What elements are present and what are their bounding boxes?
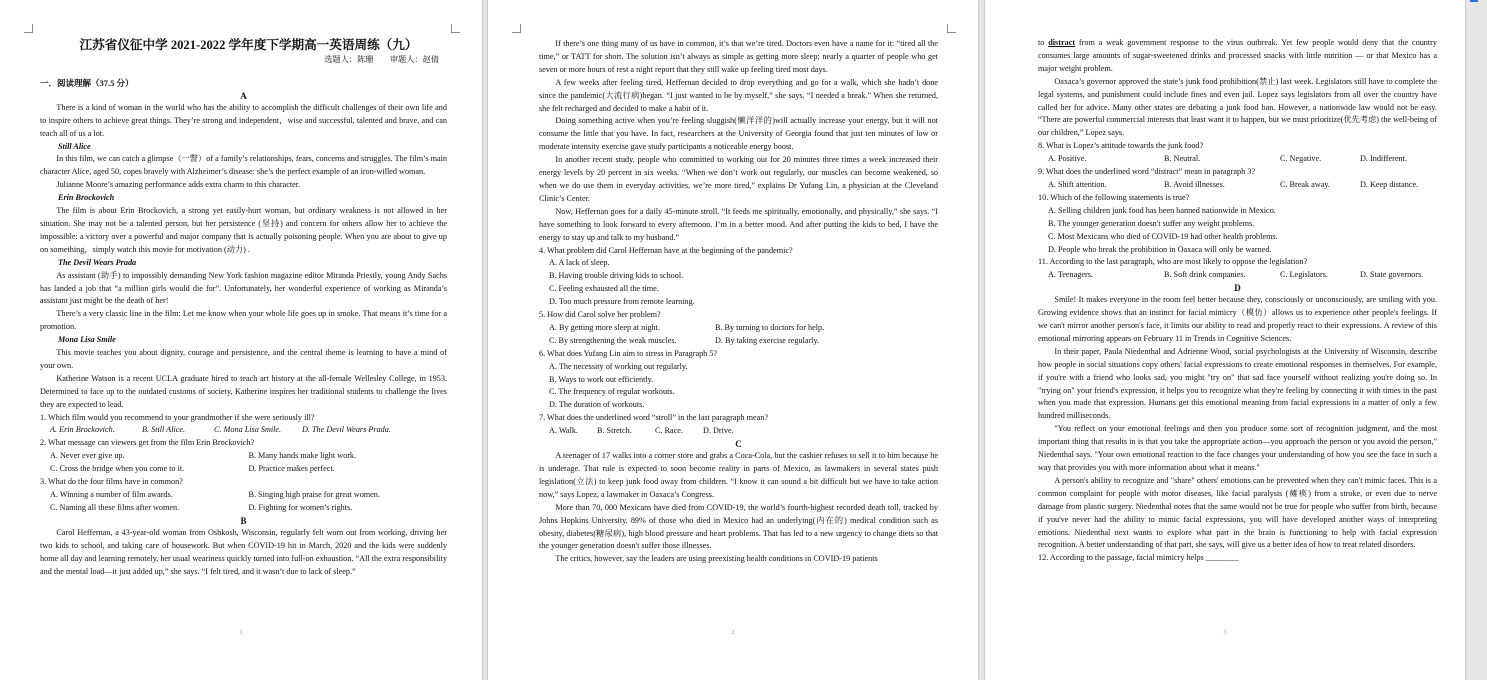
option: B. Soft drink companies.: [1164, 270, 1246, 280]
film-title: Mona Lisa Smile: [58, 335, 116, 345]
paragraph: Now, Heffernan goes for a daily 45-minute stroll. “It feeds me spiritually, emotionally, and physically,” she says. “I have something to look forward to every afternoon. I’m in a better mood. And after putting the kids to bed, I have the energy to stay up and talk to my husband.”: [539, 206, 938, 242]
page-number: 3: [1223, 630, 1227, 636]
paragraph: A teenager of 17 walks into a corner store and grabs a Coca-Cola, but the cashier refuses to sell it to him because he is underage. That rule is expected to soon become reality in parts of Mexico, as lawmakers in several states push legislation(立法) to keep junk food away from children. “I know it can sound a bit difficult but we have to take action now,” says Lopez, a lawmaker in Oaxaca’s Congress.: [539, 451, 938, 499]
part-b-heading: B: [240, 515, 247, 526]
paragraph: Carol Heffernan, a 43-year-old woman from Oshkosh, Wisconsin, regularly felt worn out from working, driving her two kids to school, and taking care of housework. But when COVID-19 hit in March, 2020 and the kids were suddenly home all day and learning remotely, her usual weariness quickly turned into full-on exhaustion. “All the extra responsibility and the mental load—it just added up,” she says. “I felt tired, and it wasn’t due to lack of sleep.”: [40, 527, 447, 576]
option: C. The frequency of regular workouts.: [549, 387, 675, 397]
film-title: Erin Brockovich: [58, 193, 115, 203]
document-page-3: [985, 0, 1465, 680]
paragraph: A person's ability to recognize and "share" others' emotions can be prevented when they can't mimic faces. This is a common complaint for people with motor diseases, like facial paralysis (瘫痪) from a stroke, or even due to nerve damage from plastic surgery. Niedenthal notes that the same would not be true for people who suffer from birth, because if you've never had the ability to mimic facial expressions, you will have developed another ways of interpreting emotions. Niedenthal next wants to explore what part in the brain is functioning to help with facial expression recognition. A better understanding of that part, she says, will give us a better idea of how to treat related disorders.: [1038, 475, 1437, 550]
option: B. Ways to work out efficiently.: [549, 374, 654, 384]
section-heading: 一．阅读理解（37.5 分）: [40, 77, 134, 88]
underlined-word: distract: [1048, 38, 1076, 47]
page-number: 1: [239, 630, 243, 636]
option: C. By strengthening the weak muscles.: [549, 335, 677, 345]
margin-corner-mark: [512, 24, 521, 33]
option: C. Feeling exhausted all the time.: [549, 284, 659, 294]
option: B. Avoid illnesses.: [1164, 179, 1225, 189]
option: B. The younger generation doesn't suffer any weight problems.: [1048, 218, 1255, 228]
paragraph: There’s a very classic line in the film: Let me know when your whole life goes up in smoke. That means it’s time for a promotion.: [40, 309, 447, 332]
option: C. Negative.: [1280, 154, 1322, 164]
option: C. Naming all these films after women.: [50, 502, 180, 512]
option: A. Erin Brockovich.: [50, 425, 115, 435]
paragraph-continuation: from a weak government response to the virus outbreak. Yet few people would deny that the country consumes large amounts of sugar-sweetened drinks and processed snacks with little nutrition — or that Mexico has a major weight problem.: [1038, 38, 1437, 73]
question: 7. What does the underlined word “stroll” in the last paragraph mean?: [539, 413, 769, 423]
question: 11. According to the last paragraph, who are most likely to oppose the legislation?: [1038, 257, 1308, 267]
film-title: Still Alice: [58, 141, 91, 151]
option: A. Selling children junk food has been banned nationwide in Mexico.: [1048, 205, 1276, 215]
option: B. By turning to doctors for help.: [715, 322, 825, 332]
paragraph: In another recent study, people who committed to working out for 20 minutes three times a week increased their energy levels by 20 percent in six weeks. “When we don’t work out regularly, our muscles can become weakened, so when we do use them in everyday activities, we’re more tired,” explains Dr Yufang Lin, a physician at the Cleveland Clinic’s Center.: [539, 155, 938, 203]
option: C. Race.: [655, 426, 683, 436]
paragraph: If there’s one thing many of us have in common, it’s that we’re tired. Doctors even have a name for it: “tired all the time,” or TATT for short. The solution isn’t always as simple as getting more sleep; nearly a quarter of people who get seven or more hours of rest a night report that they still wake up feeling tired most days.: [539, 39, 938, 74]
option: A. Shift attention.: [1048, 179, 1107, 189]
option: B. Neutral.: [1164, 154, 1201, 164]
margin-corner-mark: [24, 24, 33, 33]
option: D. State governors.: [1360, 270, 1424, 280]
option: B. Having trouble driving kids to school.: [549, 271, 684, 281]
paragraph: Oaxaca’s governor approved the state’s junk food prohibition(禁止) last week. Legislators still have to complete the legal systems, and punishment could include fines and even jail. Lopez says legislators from all over the country have called her for advice. Many other states are debating a junk food ban. However, a nationwide law would not be easy. “There are powerful commercial interests that least want it to happen, but we must prioritize(优先考虑) the well-being of our children,” Lopez says.: [1038, 76, 1437, 138]
answer-options: [1038, 269, 1437, 282]
option: B. Many hands make light work.: [248, 451, 357, 461]
question: 9. What does the underlined word “distract” mean in paragraph 3?: [1038, 167, 1255, 177]
option: D. By taking exercise regularly.: [715, 335, 820, 345]
paragraph: As assistant (助手) to impossibly demanding New York fashion magazine editor Miranda Priestly, young Andy Sachs has landed a job that “a million girls would die for”. Unfortunately, her wonderful experience of working as Miranda’s assistant just might be the death of her!: [40, 270, 447, 306]
paragraph: A few weeks after feeling tired, Heffernan decided to drop everything and go for a walk, which she hadn’t done since the pandemic(大流行病)began. “I just wanted to be by myself,” she says. “I needed a break.” When she returned, she felt recharged and decided to make a habit of it.: [539, 77, 938, 113]
option: C. Most Mexicans who died of COVID-19 had other health problems.: [1048, 231, 1278, 241]
page-title: 江苏省仪征中学 2021-2022 学年度下学期高一英语周练（九）: [79, 38, 418, 52]
question: 2. What message can viewers get from the film Erin Brockovich?: [40, 438, 255, 448]
answer-options: [539, 335, 938, 348]
option: D. Keep distance.: [1360, 179, 1419, 189]
option: D. Drive.: [703, 426, 734, 436]
answer-options: [40, 502, 447, 515]
question: 1. Which film would you recommend to your grandmother if she were seriously ill?: [40, 412, 315, 422]
option: C. Cross the bridge when you come to it.: [50, 464, 185, 474]
option: C. Break away.: [1280, 179, 1330, 189]
question: 3. What do the four films have in common?: [40, 477, 183, 487]
margin-corner-mark: [451, 24, 460, 33]
option: A. A lack of sleep.: [549, 258, 610, 268]
option: A. By getting more sleep at night.: [549, 322, 660, 332]
paragraph: In their paper, Paula Niedenthal and Adrienne Wood, social psychologists at the University of Wisconsin, describe how people in social situations copy others' facial expressions to create emotional responses in themselves. For example, if you're with a friend who looks sad, you might "try on" that sad face yourself without realizing you're doing so. In "trying on" your friend's expression, it helps you to recognize what they're feeling by connecting it with times in the past when you made that expression. Humans get this emotional meaning from facial expressions in a matter of only a few hundred milliseconds.: [1038, 346, 1437, 421]
document-page-2: [488, 0, 978, 680]
part-a-heading: A: [240, 90, 247, 101]
window-edge: [1472, 0, 1487, 680]
option: B. Still Alice.: [142, 425, 186, 435]
answer-options: [40, 489, 447, 502]
scroll-indicator[interactable]: [1470, 0, 1478, 2]
film-title: The Devil Wears Prada: [58, 257, 137, 267]
paragraph: Doing something active when you’re feeling sluggish(懒洋洋的)will actually increase your energy, but it will not consume the little that you have. In fact, researchers at the University of Georgia found that just ten minutes of low or moderate intensity exercise gave study participants a noticeable energy boost.: [539, 116, 938, 152]
paragraph: There is a kind of woman in the world who has the ability to accomplish the difficult challenges of their own life and to inspire others to achieve great things. They’re strong and independent，wise and successful, talented and brave, and can teach all of us a lot.: [40, 102, 447, 138]
option: D. The duration of workouts.: [549, 400, 645, 410]
option: A. Positive.: [1048, 154, 1087, 164]
option: C. Legislators.: [1280, 270, 1328, 280]
answer-options: [40, 463, 447, 476]
answer-options: [40, 450, 447, 463]
option: A. Winning a number of film awards.: [50, 490, 173, 499]
paragraph: Smile! It makes everyone in the room feel better because they, consciously or unconsciously, are smiling with you. Growing evidence shows that an instinct for facial mimicry（模仿）allows us to experience other people's feelings. If we can't mirror another person's face, it limits our ability to read and properly react to their expressions. A review of this emotional mirroring appears on February 11 in Trends in Cognitive Sciences.: [1038, 295, 1437, 343]
option: C. Mona Lisa Smile.: [214, 425, 282, 435]
answer-options: [539, 425, 938, 438]
paragraph: [1038, 37, 1437, 76]
question: 4. What problem did Carol Heffernan have at the beginning of the pandemic?: [539, 245, 793, 255]
question: 12. According to the passage, facial mimicry helps ________: [1038, 553, 1239, 563]
answer-options: [539, 322, 938, 335]
option: A. Teenagers.: [1048, 270, 1093, 280]
margin-corner-mark: [947, 24, 956, 33]
option: D. The Devil Wears Prada.: [302, 425, 391, 435]
paragraph: "You reflect on your emotional feelings and then you produce some sort of recognition judgment, and the most important thing that results in is that you take the appropriate action—you approach the person or you avoid the person," Niedenthal says. "Your own emotional reaction to the face changes your understanding of how you see the face in such a way that provides you with more information about what it means.": [1038, 424, 1437, 472]
author-info: 选题人：陈珊 审题人：赵倩: [324, 55, 439, 64]
question: 8. What is Lopez’s attitude towards the junk food?: [1038, 141, 1204, 151]
option: B. Singing high praise for great women.: [248, 490, 380, 499]
question: 10. Which of the following statements is true?: [1038, 192, 1190, 202]
page-number: 2: [731, 630, 735, 636]
part-d-heading: D: [1234, 283, 1241, 294]
paragraph: This movie teaches you about dignity, courage and persistence, and the central theme is learning to have a mind of your own.: [40, 348, 447, 370]
paragraph-start: to: [1038, 38, 1049, 47]
option: B. Stretch.: [597, 426, 632, 436]
option: D. Fighting for women’s rights.: [248, 502, 353, 512]
option: A. Walk.: [549, 426, 578, 436]
option: D. Practice makes perfect.: [248, 464, 335, 474]
option: A. The necessity of working out regularly.: [549, 361, 688, 371]
question: 6. What does Yufang Lin aim to stress in Paragraph 5?: [539, 348, 718, 358]
paragraph: More than 70, 000 Mexicans have died from COVID-19, the world’s fourth-highest recorded death toll, tracked by Johns Hopkins University. 89% of those who died in Mexico had an underlying(内在的) medical condition such as obesity, diabetes(糖尿病), high blood pressure and heart problems. That has led to a new urgency to change diets so that the younger generation doesn't suffer those illnesses.: [539, 502, 938, 551]
option: D. Indifferent.: [1360, 154, 1407, 164]
paragraph: Katherine Watson is a recent UCLA graduate hired to teach art history at the all-female Wellesley College, in 1953. Determined to face up to the outdated customs of society, Katherine inspires her traditional students to challenge the lives they are expected to lead.: [40, 373, 447, 409]
answer-options: [40, 424, 447, 437]
part-c-heading: C: [735, 439, 742, 450]
answer-options: [1038, 179, 1437, 192]
paragraph: In this film, we can catch a glimpse（一瞥）of a family’s relationships, fears, concerns and struggles. The film’s main character Alice, aged 50, copes bravely with Alzheimer’s disease: she’s the perfect example of an iron-willed woman.: [40, 154, 447, 177]
paragraph: Julianne Moore’s amazing performance adds extra charm to this character.: [56, 180, 301, 190]
paragraph: The film is about Erin Brockovich, a strong yet easily-hurt woman, but ordinary weakness is not allowed in her situation. She may not be a talented person, but her persistence (坚持) and concern for others allow her to achieve the impossible: a victory over a powerful and major company that is actually poisoning people. When you are about to give up on something，simply watch this movie for motivation (动力) .: [40, 206, 447, 254]
document-page-1: [0, 0, 482, 680]
answer-options: [1038, 153, 1437, 166]
option: D. People who break the prohibition in Oaxaca will only be warned.: [1048, 244, 1272, 254]
paragraph: The critics, however, say the leaders are using preexisting health conditions in COVID-19 patients: [555, 554, 878, 564]
option: D. Too much pressure from remote learning.: [549, 297, 695, 307]
question: 5. How did Carol solve her problem?: [539, 310, 661, 320]
option: A. Never ever give up.: [50, 451, 125, 461]
